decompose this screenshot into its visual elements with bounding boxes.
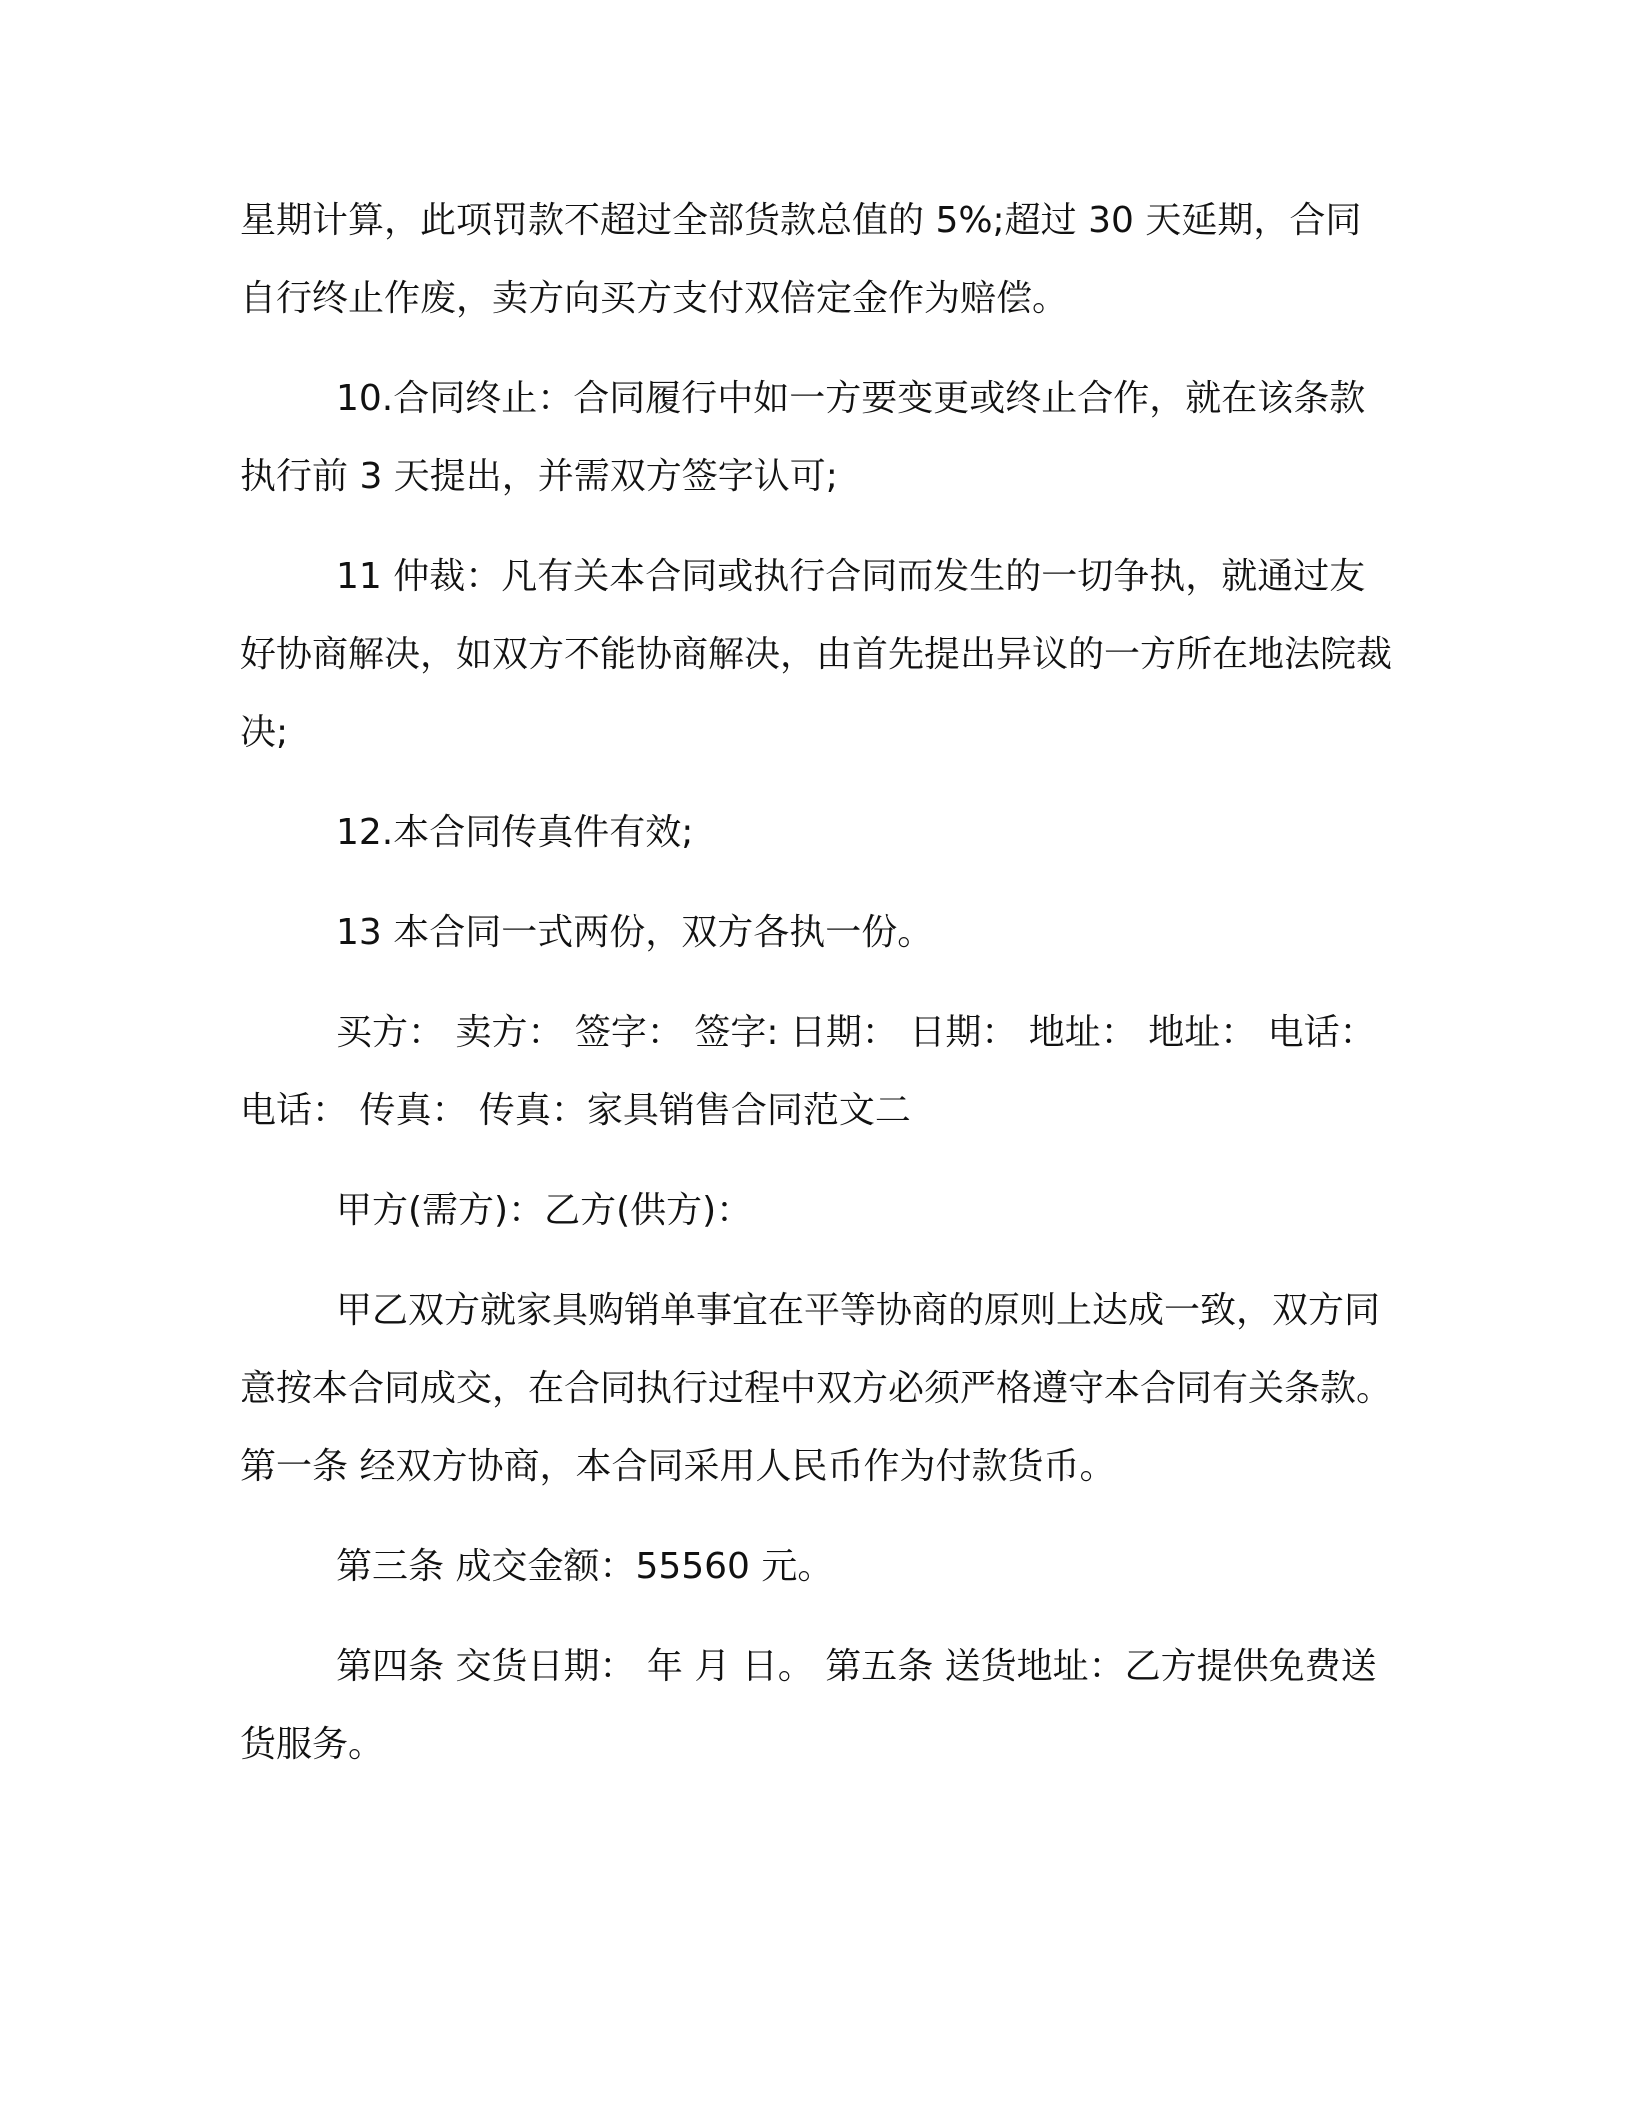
paragraph-penalty: 星期计算，此项罚款不超过全部货款总值的 5%;超过 30 天延期，合同自行终止作废，卖方向买方支付双倍定金作为赔偿。 bbox=[240, 200, 1362, 319]
paragraph-clause-10: 10.合同终止：合同履行中如一方要变更或终止合作，就在该条款执行前 3 天提出，并需双方签字认可; bbox=[240, 378, 1366, 497]
document-body bbox=[240, 182, 1392, 1806]
paragraph-clause-13: 13 本合同一式两份，双方各执一份。 bbox=[336, 912, 934, 953]
paragraph-signatures: 买方： 卖方： 签字： 签字: 日期： 日期： 地址： 地址： 电话： 电话： 传真： 传真：家具销售合同范文二 bbox=[240, 1012, 1376, 1131]
paragraph-clause-12: 12.本合同传真件有效; bbox=[336, 812, 694, 853]
paragraph-article-4-5: 第四条 交货日期： 年 月 日。 第五条 送货地址：乙方提供免费送货服务。 bbox=[240, 1646, 1377, 1765]
paragraph-parties: 甲方(需方)：乙方(供方)： bbox=[336, 1190, 753, 1231]
paragraph-article-3: 第三条 成交金额：55560 元。 bbox=[336, 1546, 834, 1587]
paragraph-clause-11: 11 仲裁：凡有关本合同或执行合同而发生的一切争执，就通过友好协商解决，如双方不能协商解决，由首先提出异议的一方所在地法院裁决; bbox=[240, 556, 1393, 753]
paragraph-agreement: 甲乙双方就家具购销单事宜在平等协商的原则上达成一致，双方同意按本合同成交，在合同执行过程中双方必须严格遵守本合同有关条款。 第一条 经双方协商，本合同采用人民币作为付款货币。 bbox=[240, 1290, 1393, 1487]
